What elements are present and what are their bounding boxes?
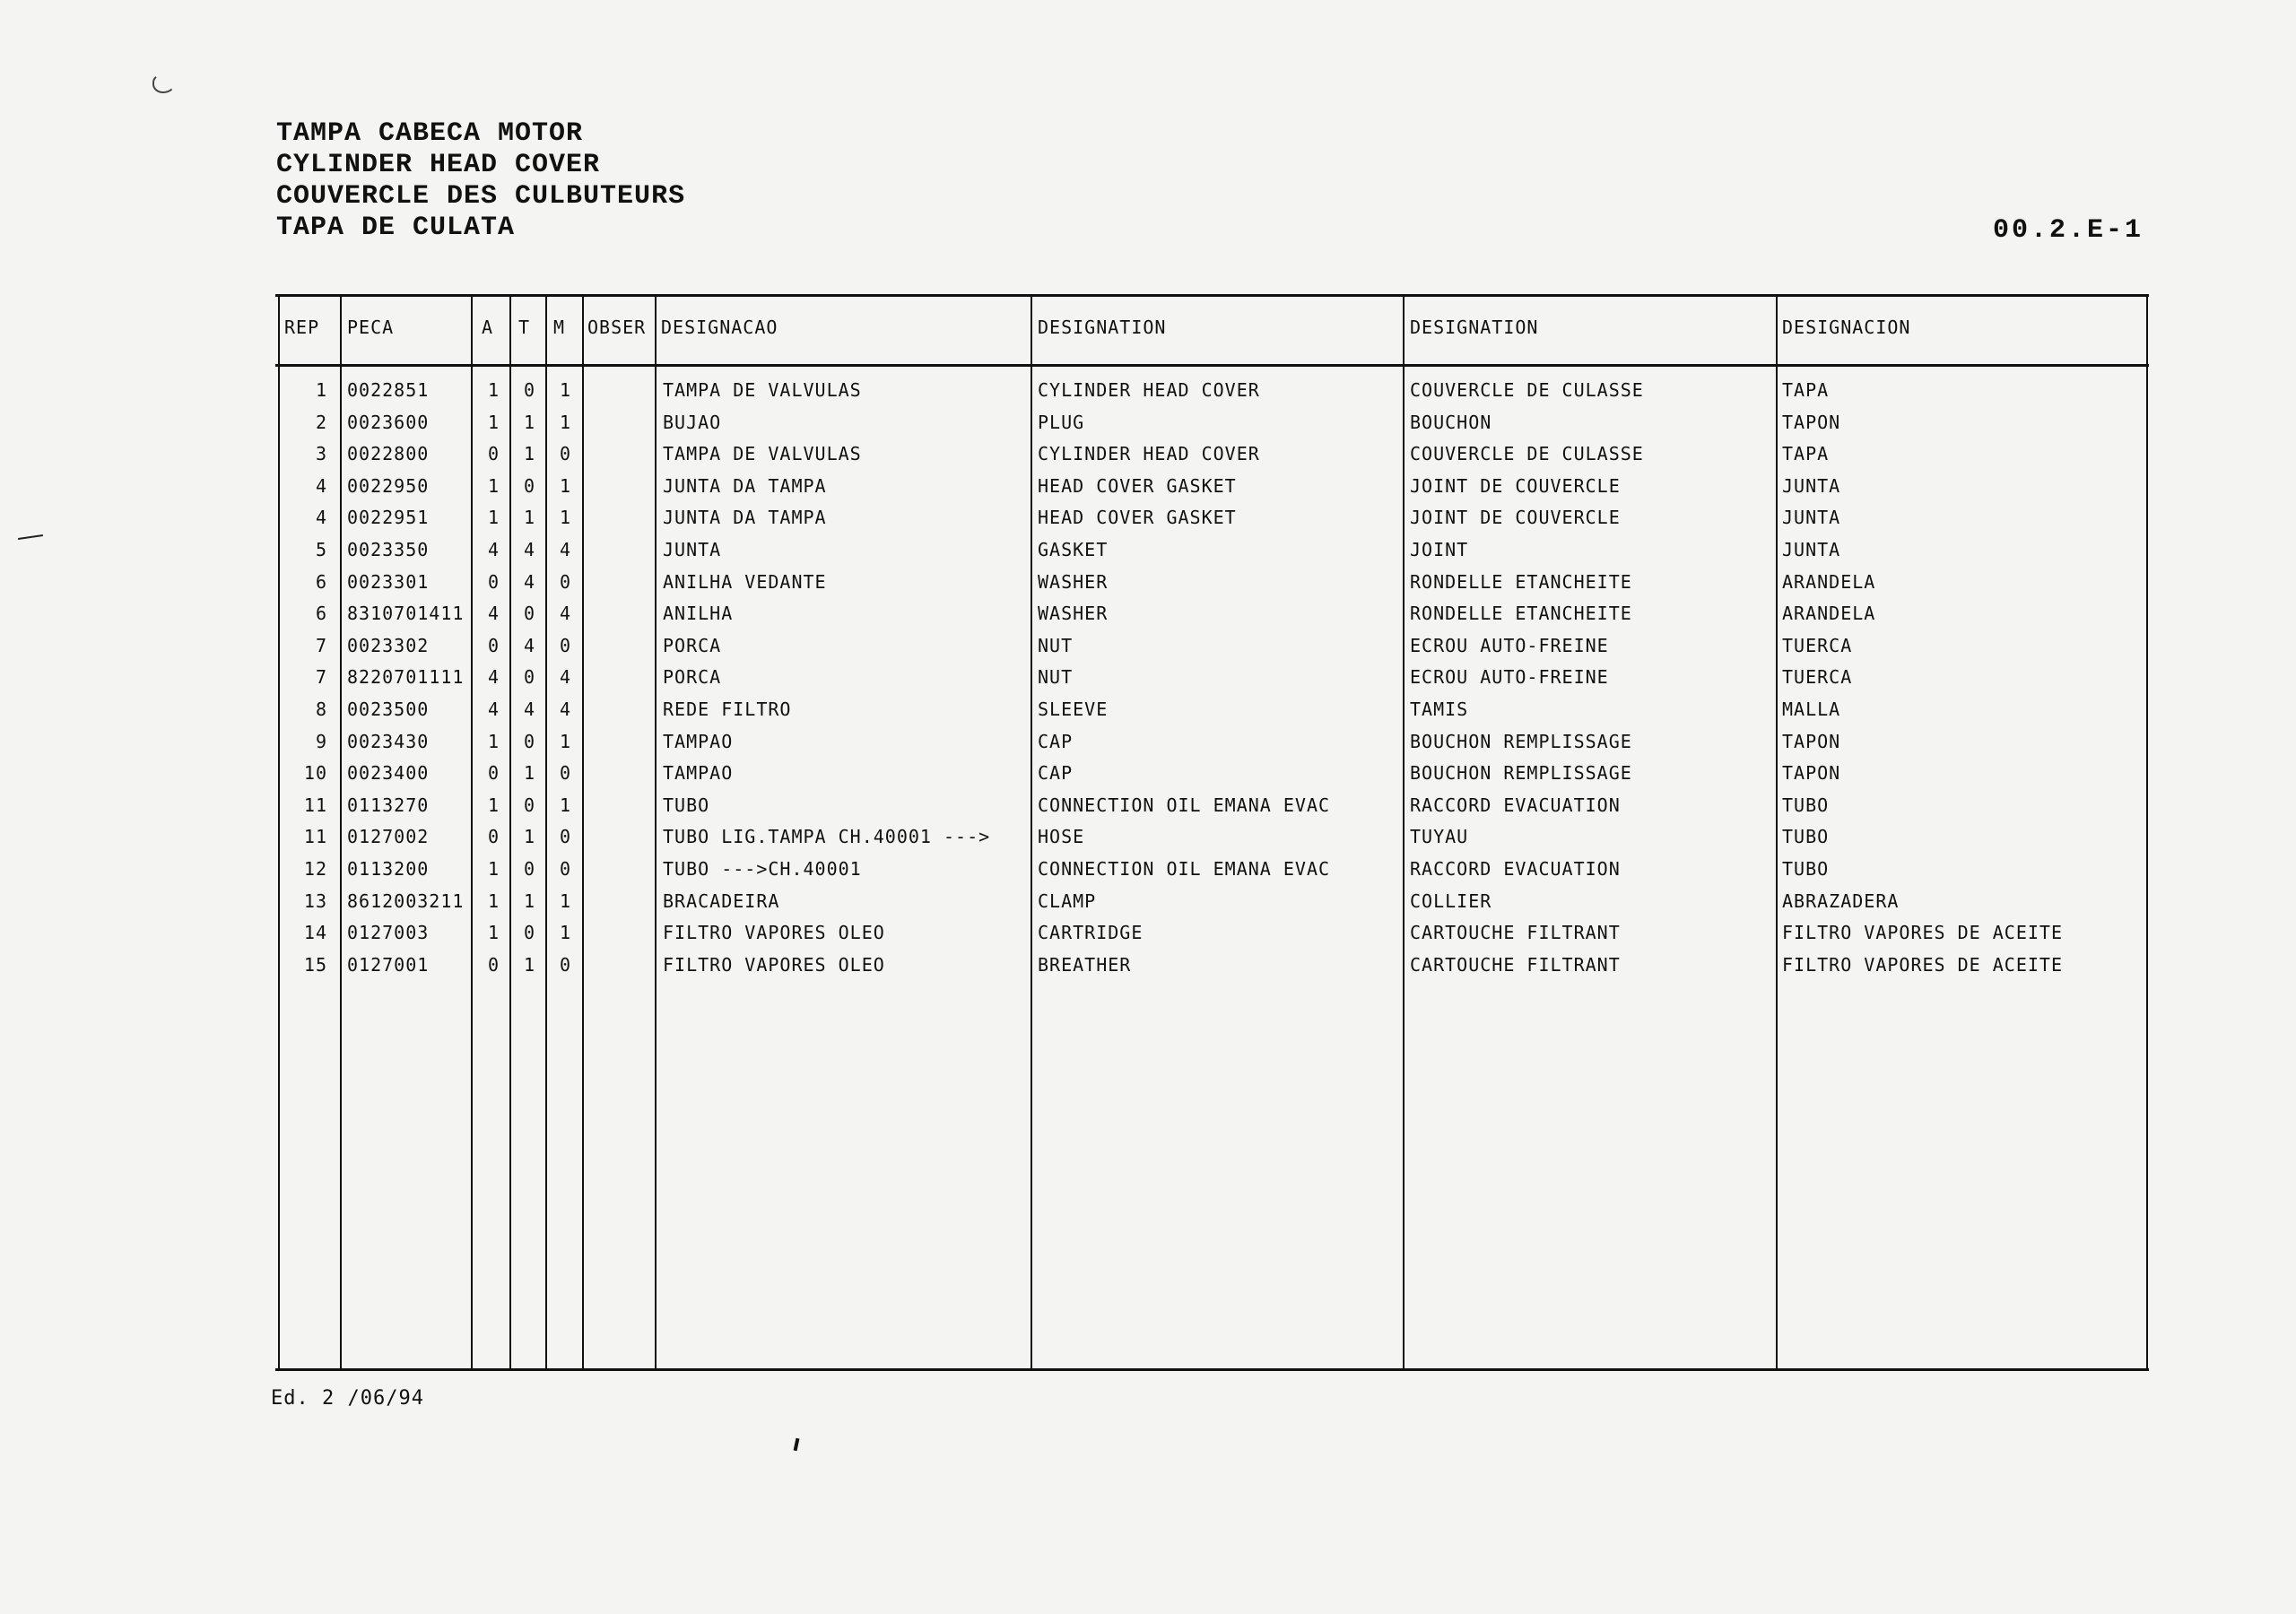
cell-designacion: FILTRO VAPORES DE ACEITE: [1782, 922, 2063, 944]
cell-designacion: TUERCA: [1782, 666, 1853, 689]
cell-designation-fr: COLLIER: [1410, 889, 1492, 912]
cell-designacao: TUBO --->CH.40001: [663, 858, 862, 880]
cell-rep: 12: [303, 858, 327, 880]
cell-designation-en: NUT: [1038, 666, 1074, 689]
cell-peca: 0127003: [347, 922, 430, 944]
cell-peca: 0022950: [347, 474, 430, 497]
table-row: [275, 379, 2149, 412]
cell-designation-en: HEAD COVER GASKET: [1038, 474, 1237, 497]
cell-m: 1: [559, 730, 571, 752]
cell-designacion: JUNTA: [1782, 539, 1841, 560]
cell-designation-en: CYLINDER HEAD COVER: [1038, 379, 1260, 401]
cell-m: 1: [559, 379, 571, 401]
cell-peca: 0023400: [347, 762, 430, 785]
cell-designation-en: WASHER: [1038, 603, 1109, 625]
table-row: [275, 826, 2149, 858]
cell-designation-fr: BOUCHON REMPLISSAGE: [1410, 730, 1632, 752]
cell-m: 1: [559, 507, 571, 529]
cell-m: 0: [559, 443, 571, 465]
cell-rep: 10: [303, 762, 327, 785]
cell-t: 4: [523, 570, 535, 593]
cell-m: 4: [559, 666, 571, 689]
cell-rep: 13: [303, 889, 327, 912]
table-row: [275, 412, 2149, 444]
table-row: [275, 731, 2149, 763]
cell-a: 0: [487, 634, 500, 656]
cell-designation-en: SLEEVE: [1038, 699, 1109, 720]
cell-designation-fr: BOUCHON REMPLISSAGE: [1410, 762, 1632, 785]
cell-rep: 11: [303, 826, 327, 848]
cell-a: 4: [487, 699, 500, 720]
header-designacao: DESIGNACAO: [661, 317, 778, 338]
cell-designation-en: CONNECTION OIL EMANA EVAC: [1038, 858, 1331, 880]
cell-designacao: FILTRO VAPORES OLEO: [663, 922, 885, 944]
cell-designation-fr: TAMIS: [1410, 699, 1469, 720]
cell-t: 4: [523, 634, 535, 656]
cell-m: 0: [559, 762, 571, 785]
cell-designacao: TAMPA DE VALVULAS: [663, 379, 862, 401]
cell-a: 1: [487, 889, 500, 912]
cell-designation-en: WASHER: [1038, 570, 1109, 593]
cell-m: 4: [559, 603, 571, 625]
cell-designation-fr: RONDELLE ETANCHEITE: [1410, 603, 1632, 625]
title-line-es: TAPA DE CULATA: [276, 213, 516, 243]
cell-a: 1: [487, 858, 500, 880]
cell-m: 1: [559, 411, 571, 433]
cell-peca: 0022800: [347, 443, 430, 465]
table-row: [275, 475, 2149, 508]
cell-peca: 0023350: [347, 539, 430, 560]
header-designacion: DESIGNACION: [1782, 317, 1911, 338]
cell-a: 1: [487, 379, 500, 401]
cell-peca: 0127002: [347, 826, 430, 848]
cell-t: 1: [523, 953, 535, 976]
cell-t: 0: [523, 474, 535, 497]
title-line-fr: COUVERCLE DES CULBUTEURS: [276, 181, 686, 212]
cell-peca: 0023301: [347, 570, 430, 593]
cell-designacion: TAPA: [1782, 443, 1830, 465]
cell-designacion: TUERCA: [1782, 634, 1853, 656]
cell-rep: 5: [315, 539, 327, 560]
cell-a: 1: [487, 730, 500, 752]
cell-a: 0: [487, 570, 500, 593]
page-code: 00.2.E-1: [1992, 215, 2144, 246]
cell-designacion: TAPA: [1782, 379, 1830, 401]
title-line-pt: TAMPA CABECA MOTOR: [276, 118, 584, 149]
header-peca: PECA: [347, 317, 395, 338]
cell-peca: 8310701411: [347, 603, 465, 625]
cell-designation-en: CAP: [1038, 730, 1074, 752]
parts-table: [275, 294, 2149, 1371]
table-row: [275, 603, 2149, 635]
cell-t: 1: [523, 507, 535, 529]
cell-designacao: TAMPAO: [663, 762, 734, 785]
table-row: [275, 954, 2149, 986]
cell-peca: 0127001: [347, 953, 430, 976]
table-row: [275, 666, 2149, 699]
cell-rep: 4: [315, 474, 327, 497]
cell-designation-en: CAP: [1038, 762, 1074, 785]
cell-m: 0: [559, 634, 571, 656]
cell-a: 1: [487, 794, 500, 816]
cell-designation-fr: BOUCHON: [1410, 411, 1492, 433]
title-line-en: CYLINDER HEAD COVER: [276, 150, 601, 180]
cell-designacao: JUNTA: [663, 539, 722, 560]
cell-t: 1: [523, 889, 535, 912]
cell-designacao: FILTRO VAPORES OLEO: [663, 953, 885, 976]
cell-peca: 0022851: [347, 379, 430, 401]
cell-designation-en: BREATHER: [1038, 953, 1132, 976]
cell-designacao: ANILHA: [663, 603, 734, 625]
cell-designation-en: CYLINDER HEAD COVER: [1038, 443, 1260, 465]
cell-designacao: TAMPA DE VALVULAS: [663, 443, 862, 465]
cell-a: 4: [487, 603, 500, 625]
cell-m: 0: [559, 858, 571, 880]
header-designation-en: DESIGNATION: [1038, 317, 1167, 338]
cell-peca: 0113200: [347, 858, 430, 880]
cell-rep: 4: [315, 507, 327, 529]
cell-designacion: TAPON: [1782, 730, 1841, 752]
header-t: T: [518, 317, 531, 338]
cell-t: 1: [523, 443, 535, 465]
cell-a: 0: [487, 762, 500, 785]
cell-t: 4: [523, 539, 535, 560]
table-row: [275, 794, 2149, 827]
cell-m: 1: [559, 794, 571, 816]
document-title: [276, 118, 685, 244]
cell-designation-fr: JOINT DE COUVERCLE: [1410, 507, 1621, 529]
cell-designacao: ANILHA VEDANTE: [663, 570, 827, 593]
cell-designacao: PORCA: [663, 634, 722, 656]
cell-t: 0: [523, 794, 535, 816]
cell-a: 1: [487, 474, 500, 497]
cell-t: 1: [523, 826, 535, 848]
cell-designation-fr: COUVERCLE DE CULASSE: [1410, 379, 1644, 401]
cell-peca: 0023430: [347, 730, 430, 752]
header-obser: OBSER: [587, 317, 647, 338]
edition-date: Ed. 2 /06/94: [271, 1387, 424, 1410]
cell-designacion: JUNTA: [1782, 507, 1841, 529]
cell-rep: 9: [315, 730, 327, 752]
cell-a: 0: [487, 826, 500, 848]
cell-t: 0: [523, 922, 535, 944]
cell-a: 0: [487, 953, 500, 976]
cell-peca: 8612003211: [347, 889, 465, 912]
cell-designacion: TUBO: [1782, 858, 1830, 880]
cell-t: 0: [523, 603, 535, 625]
cell-rep: 6: [315, 570, 327, 593]
cell-designation-fr: RACCORD EVACUATION: [1410, 794, 1621, 816]
cell-rep: 7: [315, 634, 327, 656]
cell-rep: 6: [315, 603, 327, 625]
table-row: [275, 699, 2149, 731]
scan-dash-mark: [18, 534, 43, 540]
cell-peca: 0023600: [347, 411, 430, 433]
scan-mark: [152, 74, 176, 93]
table-row: [275, 443, 2149, 475]
cell-designacao: TAMPAO: [663, 730, 734, 752]
table-row: [275, 858, 2149, 890]
cell-designacion: ARANDELA: [1782, 603, 1876, 625]
cell-designacao: REDE FILTRO: [663, 699, 792, 720]
cell-rep: 2: [315, 411, 327, 433]
cell-designation-en: PLUG: [1038, 411, 1085, 433]
cell-t: 1: [523, 762, 535, 785]
table-row: [275, 762, 2149, 794]
cell-designacao: BRACADEIRA: [663, 889, 780, 912]
cell-peca: 0023302: [347, 634, 430, 656]
cell-a: 1: [487, 411, 500, 433]
cell-designacao: BUJAO: [663, 411, 722, 433]
cell-t: 4: [523, 699, 535, 720]
cell-rep: 11: [303, 794, 327, 816]
cell-designation-fr: TUYAU: [1410, 826, 1469, 848]
cell-designation-fr: RONDELLE ETANCHEITE: [1410, 570, 1632, 593]
cell-designation-fr: CARTOUCHE FILTRANT: [1410, 922, 1621, 944]
cell-designacion: FILTRO VAPORES DE ACEITE: [1782, 953, 2063, 976]
table-row: [275, 507, 2149, 539]
cell-designation-en: HOSE: [1038, 826, 1085, 848]
table-header: [275, 297, 2149, 367]
cell-m: 1: [559, 474, 571, 497]
table-row: [275, 890, 2149, 923]
cell-designation-en: CARTRIDGE: [1038, 922, 1144, 944]
cell-designation-fr: RACCORD EVACUATION: [1410, 858, 1621, 880]
cell-m: 0: [559, 953, 571, 976]
table-row: [275, 635, 2149, 667]
cell-designacao: TUBO: [663, 794, 710, 816]
cell-designation-fr: ECROU AUTO-FREINE: [1410, 666, 1609, 689]
cell-peca: 0022951: [347, 507, 430, 529]
table-row: [275, 922, 2149, 954]
cell-m: 4: [559, 539, 571, 560]
cell-designation-fr: JOINT: [1410, 539, 1469, 560]
cell-peca: 0113270: [347, 794, 430, 816]
cell-designation-en: CONNECTION OIL EMANA EVAC: [1038, 794, 1331, 816]
cell-t: 1: [523, 411, 535, 433]
cell-designation-en: CLAMP: [1038, 889, 1097, 912]
cell-designacion: ARANDELA: [1782, 570, 1876, 593]
cell-rep: 15: [303, 953, 327, 976]
cell-designacao: PORCA: [663, 666, 722, 689]
cell-peca: 0023500: [347, 699, 430, 720]
cell-t: 0: [523, 858, 535, 880]
table-row: [275, 539, 2149, 571]
cell-m: 0: [559, 826, 571, 848]
cell-t: 0: [523, 666, 535, 689]
cell-a: 4: [487, 666, 500, 689]
header-a: A: [482, 317, 494, 338]
cell-designation-en: GASKET: [1038, 539, 1109, 560]
cell-a: 1: [487, 922, 500, 944]
cell-designacion: MALLA: [1782, 699, 1841, 720]
cell-designacao: TUBO LIG.TAMPA CH.40001 --->: [663, 826, 991, 848]
cell-designacion: TAPON: [1782, 762, 1841, 785]
cell-m: 0: [559, 570, 571, 593]
cell-designation-en: HEAD COVER GASKET: [1038, 507, 1237, 529]
cell-rep: 8: [315, 699, 327, 720]
cell-t: 0: [523, 730, 535, 752]
cell-a: 4: [487, 539, 500, 560]
cell-a: 0: [487, 443, 500, 465]
cell-m: 1: [559, 889, 571, 912]
cell-rep: 1: [315, 379, 327, 401]
cell-designation-fr: JOINT DE COUVERCLE: [1410, 474, 1621, 497]
cell-designacion: TAPON: [1782, 411, 1841, 433]
scan-dot-mark: [794, 1438, 800, 1452]
cell-rep: 7: [315, 666, 327, 689]
cell-designation-fr: COUVERCLE DE CULASSE: [1410, 443, 1644, 465]
header-rep: REP: [284, 317, 320, 338]
cell-rep: 14: [303, 922, 327, 944]
cell-designation-fr: CARTOUCHE FILTRANT: [1410, 953, 1621, 976]
cell-rep: 3: [315, 443, 327, 465]
cell-designacion: JUNTA: [1782, 474, 1841, 497]
table-row: [275, 571, 2149, 603]
cell-peca: 8220701111: [347, 666, 465, 689]
header-designation-fr: DESIGNATION: [1410, 317, 1539, 338]
cell-t: 0: [523, 379, 535, 401]
cell-m: 1: [559, 922, 571, 944]
cell-designacion: ABRAZADERA: [1782, 889, 1900, 912]
cell-designacao: JUNTA DA TAMPA: [663, 474, 827, 497]
cell-designacao: JUNTA DA TAMPA: [663, 507, 827, 529]
cell-designation-en: NUT: [1038, 634, 1074, 656]
cell-a: 1: [487, 507, 500, 529]
cell-m: 4: [559, 699, 571, 720]
header-m: M: [553, 317, 566, 338]
cell-designacion: TUBO: [1782, 794, 1830, 816]
cell-designacion: TUBO: [1782, 826, 1830, 848]
cell-designation-fr: ECROU AUTO-FREINE: [1410, 634, 1609, 656]
